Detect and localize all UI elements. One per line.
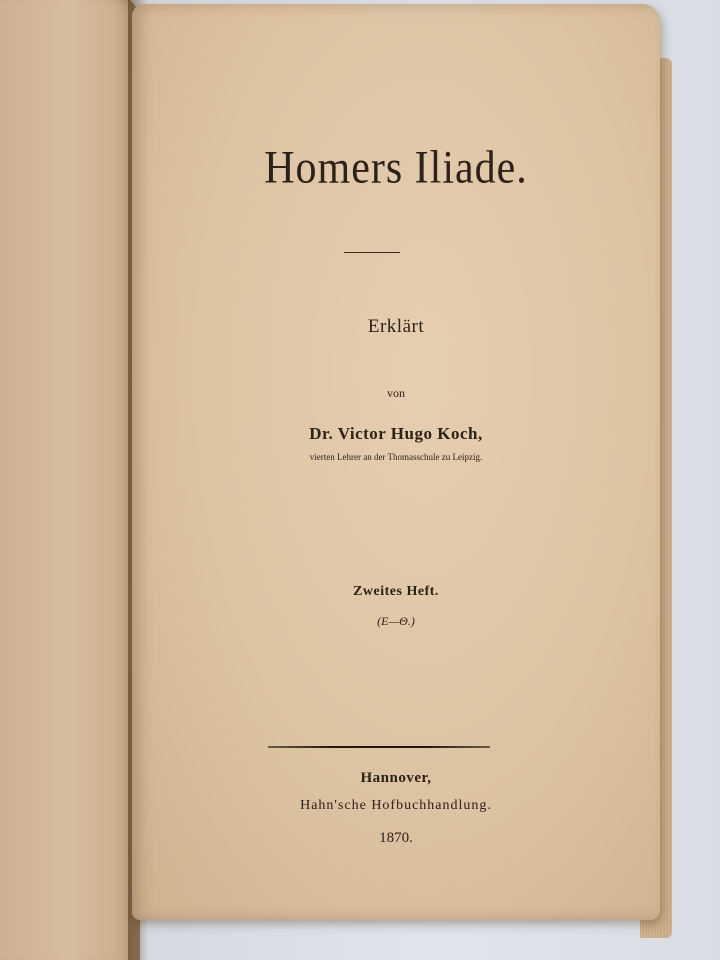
author-affiliation: vierten Lehrer an der Thomasschule zu Leipzig. bbox=[309, 452, 483, 462]
author-name: Dr. Victor Hugo Koch, bbox=[309, 424, 483, 443]
title-rule bbox=[344, 252, 400, 253]
left-page bbox=[0, 0, 140, 960]
publication-year: 1870. bbox=[379, 830, 413, 846]
title-page bbox=[132, 4, 660, 920]
book-title: Homers Iliade. bbox=[264, 142, 528, 194]
by-line: von bbox=[387, 386, 405, 400]
subtitle: Erklärt bbox=[367, 316, 425, 337]
imprint-rule bbox=[268, 746, 490, 748]
book-range: (E—Θ.) bbox=[377, 614, 415, 628]
volume-part: Zweites Heft. bbox=[353, 584, 439, 599]
publisher-name: Hahn'sche Hofbuchhandlung. bbox=[300, 798, 492, 813]
publication-city: Hannover, bbox=[360, 770, 432, 786]
